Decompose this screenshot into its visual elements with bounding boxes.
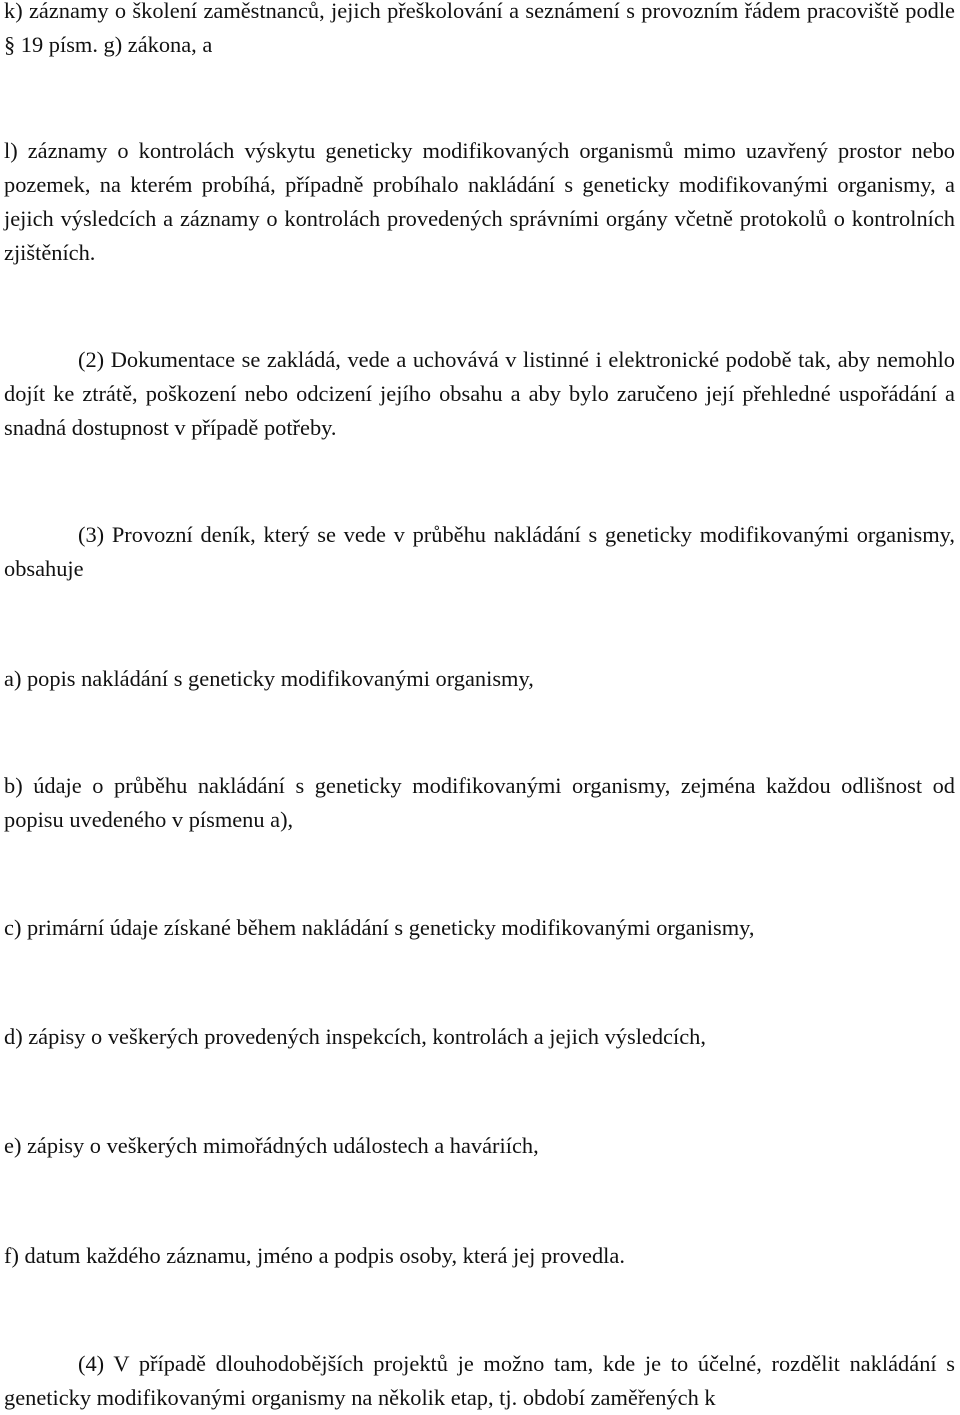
list-item-c: c) primární údaje získané během nakládání s geneticky modifikovanými organismy, xyxy=(4,915,755,940)
paragraph-4: (4) V případě dlouhodobějších projektů je možno tam, kde je to účelné, rozdělit nakládání s geneticky modifikovanými organismy na několik etap, tj. období zaměřených k xyxy=(4,1351,955,1410)
list-item-a: a) popis nakládání s geneticky modifikovanými organismy, xyxy=(4,666,534,691)
list-item-k: k) záznamy o školení zaměstnanců, jejich přeškolování a seznámení s provozním řádem pracoviště podle § 19 písm. g) zákona, a xyxy=(4,0,955,57)
paragraph-3: (3) Provozní deník, který se vede v průběhu nakládání s geneticky modifikovanými organismy, obsahuje xyxy=(4,522,955,581)
list-item-f: f) datum každého záznamu, jméno a podpis osoby, která jej provedla. xyxy=(4,1243,625,1268)
list-item-d: d) zápisy o veškerých provedených inspekcích, kontrolách a jejich výsledcích, xyxy=(4,1024,706,1049)
list-item-l: l) záznamy o kontrolách výskytu geneticky modifikovaných organismů mimo uzavřený prostor nebo pozemek, na kterém probíhá, případně probíhalo nakládání s geneticky modifikovanými organismy, a jejich výsledcích a záznamy o kontrolách provedených správními orgány včetně protokolů o kontrolních zjištěních. xyxy=(4,138,955,265)
list-item-e: e) zápisy o veškerých mimořádných událostech a haváriích, xyxy=(4,1133,539,1158)
paragraph-2: (2) Dokumentace se zakládá, vede a uchovává v listinné i elektronické podobě tak, aby nemohlo dojít ke ztrátě, poškození nebo odcizení jejího obsahu a aby bylo zaručeno její přehledné uspořádání a snadná dostupnost v případě potřeby. xyxy=(4,347,955,440)
list-item-b: b) údaje o průběhu nakládání s geneticky modifikovanými organismy, zejména každou odlišnost od popisu uvedeného v písmenu a), xyxy=(4,773,955,832)
